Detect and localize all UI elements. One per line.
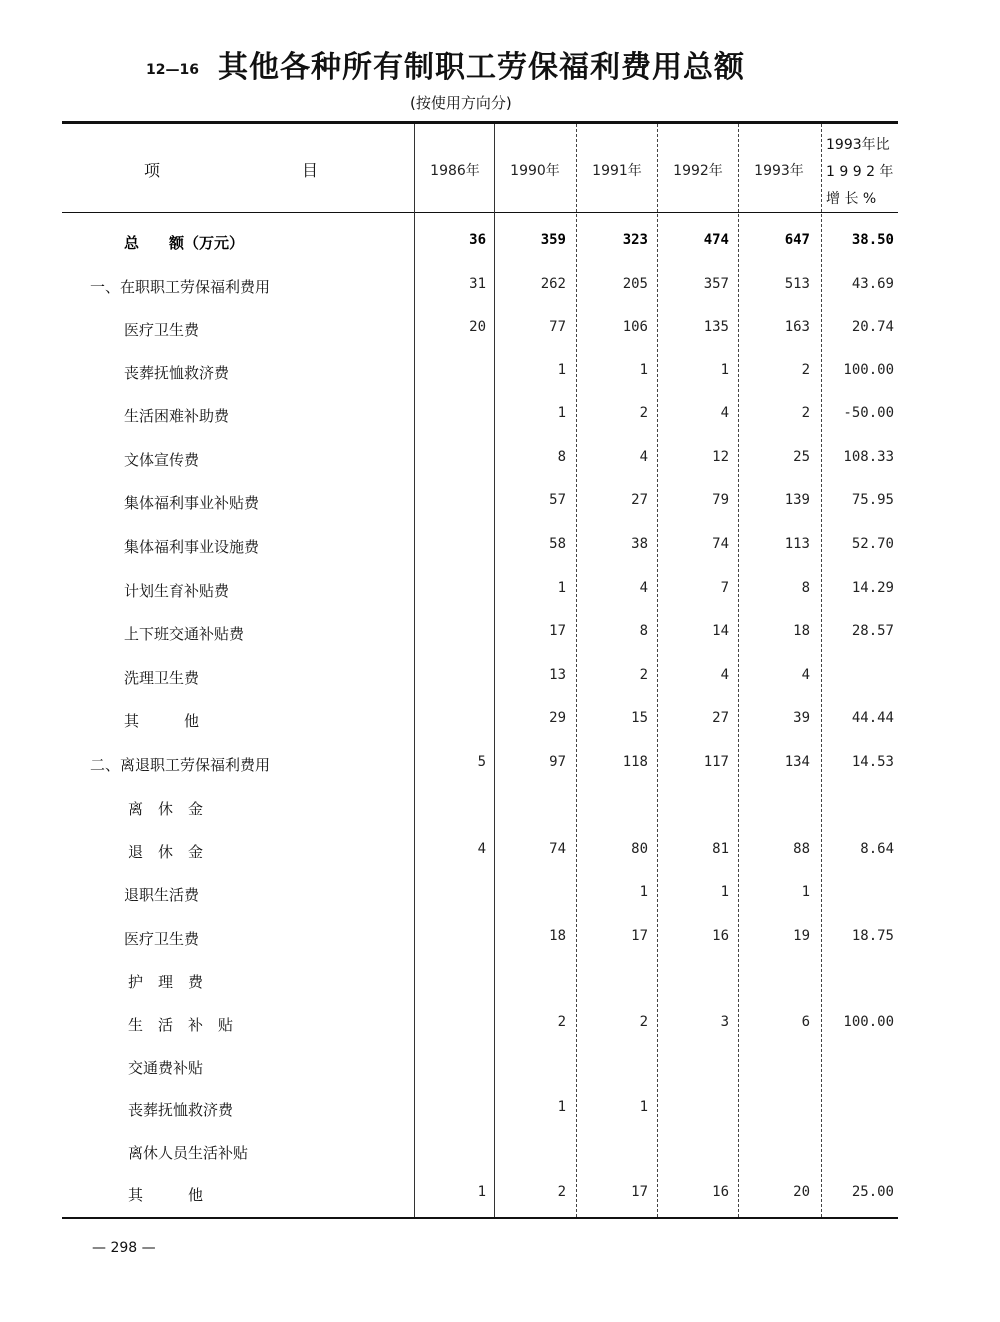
row-value: 13 — [549, 667, 566, 683]
row-value: 108.33 — [843, 449, 894, 465]
row-value: 113 — [784, 536, 810, 552]
row-value: 27 — [631, 492, 648, 508]
row-value: 1 — [557, 362, 566, 378]
row-label: 生 活 补 贴 — [128, 1016, 234, 1034]
row-value: 15 — [631, 710, 648, 726]
row-label: 医疗卫生费 — [124, 321, 200, 339]
row-label: 退职生活费 — [124, 886, 200, 904]
row-label: 医疗卫生费 — [124, 930, 200, 948]
row-value: 106 — [622, 319, 648, 335]
row-value: 2 — [801, 362, 810, 378]
row-value: 28.57 — [851, 623, 894, 639]
table-row — [0, 1014, 1000, 1057]
row-value: 2 — [639, 405, 648, 421]
header-year-1993: 1993年 — [754, 163, 804, 179]
row-label: 其 他 — [128, 1186, 204, 1204]
row-value: 1 — [720, 362, 729, 378]
table-row — [0, 492, 1000, 535]
table-row — [0, 667, 1000, 710]
table-row — [0, 623, 1000, 666]
row-value: 17 — [631, 1184, 648, 1200]
row-value: 18 — [549, 928, 566, 944]
row-label: 离休人员生活补贴 — [128, 1144, 249, 1162]
row-label: 退 休 金 — [128, 843, 204, 861]
row-label: 集体福利事业设施费 — [124, 538, 260, 556]
row-value: 163 — [784, 319, 810, 335]
row-label: 二、离退职工劳保福利费用 — [90, 756, 271, 774]
table-row — [0, 884, 1000, 927]
row-value: 7 — [720, 580, 729, 596]
row-value: 2 — [639, 1014, 648, 1030]
row-value: 4 — [639, 580, 648, 596]
row-value: 2 — [801, 405, 810, 421]
row-value: 44.44 — [851, 710, 894, 726]
row-value: -50.00 — [843, 405, 894, 421]
row-value: 4 — [720, 667, 729, 683]
row-value: 14.53 — [851, 754, 894, 770]
row-value: 134 — [784, 754, 810, 770]
row-label: 丧葬抚恤救济费 — [124, 364, 230, 382]
row-value: 323 — [622, 232, 648, 248]
table-row — [0, 536, 1000, 579]
table-row — [0, 232, 1000, 275]
table-number: 12—16 — [146, 62, 199, 78]
row-value: 58 — [549, 536, 566, 552]
table-row — [0, 580, 1000, 623]
row-value: 25 — [793, 449, 810, 465]
row-value: 117 — [703, 754, 729, 770]
row-label: 集体福利事业补贴费 — [124, 494, 260, 512]
row-value: 18.75 — [851, 928, 894, 944]
row-value: 77 — [549, 319, 566, 335]
row-value: 8 — [557, 449, 566, 465]
table-row — [0, 276, 1000, 319]
row-value: 8 — [801, 580, 810, 596]
row-value: 5 — [477, 754, 486, 770]
row-value: 1 — [639, 1099, 648, 1115]
row-label: 离 休 金 — [128, 800, 204, 818]
row-value: 31 — [469, 276, 486, 292]
row-value: 17 — [631, 928, 648, 944]
row-value: 4 — [639, 449, 648, 465]
table-row — [0, 362, 1000, 405]
row-value: 357 — [703, 276, 729, 292]
header-item-a: 项 — [144, 161, 161, 180]
table-row — [0, 405, 1000, 448]
row-value: 14.29 — [851, 580, 894, 596]
row-value: 88 — [793, 841, 810, 857]
row-label: 其 他 — [124, 712, 200, 730]
row-label: 交通费补贴 — [128, 1059, 204, 1077]
row-value: 1 — [557, 405, 566, 421]
table-row — [0, 449, 1000, 492]
row-value: 139 — [784, 492, 810, 508]
header-year-1992: 1992年 — [673, 163, 723, 179]
table-row — [0, 754, 1000, 797]
row-label: 生活困难补助费 — [124, 407, 230, 425]
row-value: 4 — [801, 667, 810, 683]
row-value: 2 — [557, 1184, 566, 1200]
row-value: 43.69 — [851, 276, 894, 292]
row-value: 1 — [557, 1099, 566, 1115]
row-value: 39 — [793, 710, 810, 726]
subtitle: (按使用方向分) — [410, 94, 512, 112]
row-value: 14 — [712, 623, 729, 639]
page-number: — 298 — — [92, 1240, 156, 1256]
row-value: 74 — [712, 536, 729, 552]
row-value: 36 — [469, 232, 486, 248]
row-value: 4 — [720, 405, 729, 421]
row-value: 16 — [712, 1184, 729, 1200]
row-label: 总 额（万元） — [124, 234, 245, 252]
row-value: 12 — [712, 449, 729, 465]
row-value: 262 — [540, 276, 566, 292]
table-row — [0, 971, 1000, 1014]
row-value: 647 — [784, 232, 810, 248]
header-year-1991: 1991年 — [592, 163, 642, 179]
row-value: 20 — [469, 319, 486, 335]
header-growth-line-1: 1993年比 — [826, 137, 890, 153]
row-value: 513 — [784, 276, 810, 292]
header-growth-line-3: 增 长 % — [826, 191, 877, 207]
row-value: 359 — [540, 232, 566, 248]
row-value: 135 — [703, 319, 729, 335]
row-value: 57 — [549, 492, 566, 508]
table-row — [0, 928, 1000, 971]
row-value: 3 — [720, 1014, 729, 1030]
row-label: 文体宣传费 — [124, 451, 200, 469]
table-row — [0, 798, 1000, 841]
row-value: 1 — [720, 884, 729, 900]
header-bottom-rule — [62, 212, 898, 213]
row-value: 1 — [477, 1184, 486, 1200]
row-value: 97 — [549, 754, 566, 770]
table-row — [0, 1099, 1000, 1142]
row-value: 20 — [793, 1184, 810, 1200]
row-label: 计划生育补贴费 — [124, 582, 230, 600]
row-value: 18 — [793, 623, 810, 639]
table-row — [0, 1184, 1000, 1227]
row-value: 100.00 — [843, 362, 894, 378]
page-title: 其他各种所有制职工劳保福利费用总额 — [218, 50, 745, 85]
table-row — [0, 710, 1000, 753]
row-value: 1 — [639, 362, 648, 378]
row-value: 17 — [549, 623, 566, 639]
header-year-1986: 1986年 — [430, 163, 480, 179]
row-label: 一、在职职工劳保福利费用 — [90, 278, 271, 296]
row-value: 81 — [712, 841, 729, 857]
row-value: 2 — [639, 667, 648, 683]
header-growth — [826, 132, 906, 213]
row-value: 38 — [631, 536, 648, 552]
row-value: 20.74 — [851, 319, 894, 335]
table-row — [0, 1142, 1000, 1185]
row-value: 1 — [639, 884, 648, 900]
row-value: 74 — [549, 841, 566, 857]
row-value: 4 — [477, 841, 486, 857]
row-label: 洗理卫生费 — [124, 669, 200, 687]
row-label: 护 理 费 — [128, 973, 204, 991]
row-value: 205 — [622, 276, 648, 292]
row-label: 丧葬抚恤救济费 — [128, 1101, 234, 1119]
row-value: 100.00 — [843, 1014, 894, 1030]
table-row — [0, 319, 1000, 362]
row-value: 79 — [712, 492, 729, 508]
header-year-1990: 1990年 — [510, 163, 560, 179]
row-value: 25.00 — [851, 1184, 894, 1200]
row-value: 474 — [703, 232, 729, 248]
row-value: 16 — [712, 928, 729, 944]
table-row — [0, 841, 1000, 884]
row-value: 1 — [801, 884, 810, 900]
header-item-b: 目 — [302, 161, 319, 180]
row-value: 19 — [793, 928, 810, 944]
row-value: 8.64 — [860, 841, 894, 857]
row-value: 75.95 — [851, 492, 894, 508]
row-value: 1 — [557, 580, 566, 596]
row-value: 27 — [712, 710, 729, 726]
row-value: 6 — [801, 1014, 810, 1030]
row-value: 80 — [631, 841, 648, 857]
table-top-rule — [62, 121, 898, 124]
row-value: 52.70 — [851, 536, 894, 552]
row-value: 118 — [622, 754, 648, 770]
row-value: 8 — [639, 623, 648, 639]
row-value: 2 — [557, 1014, 566, 1030]
row-value: 38.50 — [851, 232, 894, 248]
header-growth-line-2: 1 9 9 2 年 — [826, 164, 894, 180]
row-value: 29 — [549, 710, 566, 726]
row-label: 上下班交通补贴费 — [124, 625, 245, 643]
table-row — [0, 1057, 1000, 1100]
